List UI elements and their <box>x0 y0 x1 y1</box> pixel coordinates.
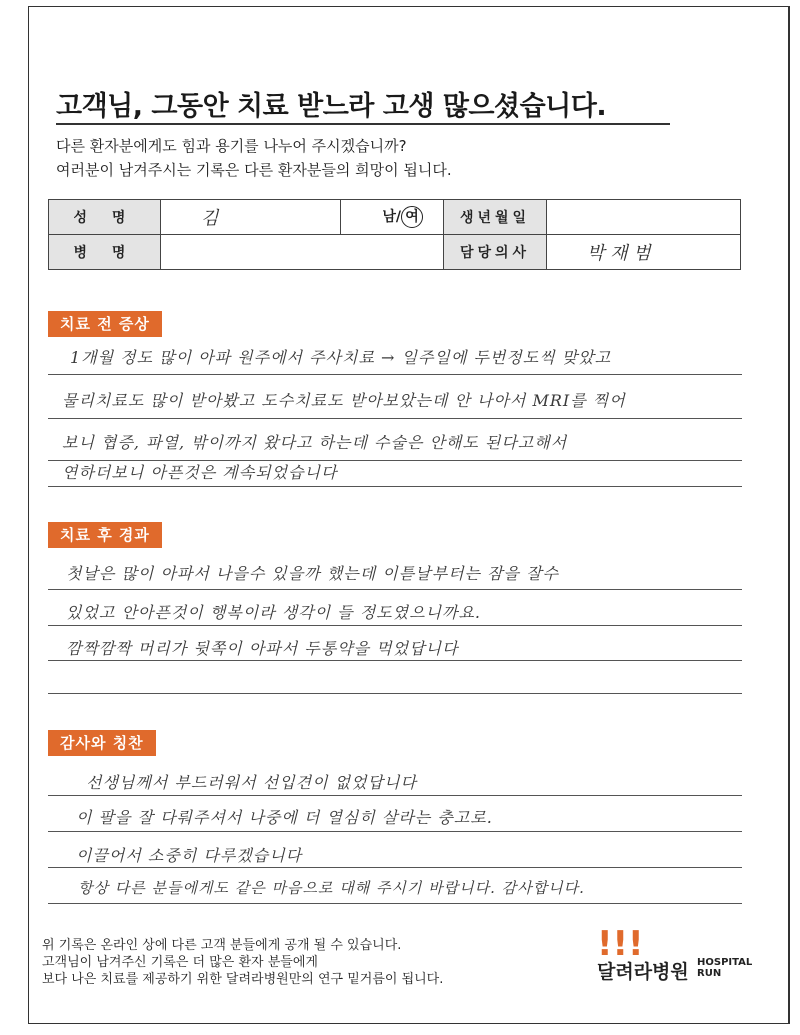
handwritten-line: 이끌어서 소중히 다루겠습니다 <box>76 846 303 865</box>
logo-en-line2: RUN <box>697 968 722 979</box>
gender-field[interactable] <box>341 200 444 235</box>
section-heading-before: 치료 전 증상 <box>48 311 162 337</box>
handwritten-line: 보니 협증, 파열, 밖이까지 왔다고 하는데 수술은 안해도 된다고해서 <box>62 433 568 452</box>
disease-label: 병 명 <box>49 235 161 270</box>
ruled-line <box>48 660 742 661</box>
ruled-line <box>48 903 742 904</box>
handwritten-line: 이 팔을 잘 다뤄주셔서 나중에 더 열심히 살라는 충고로. <box>76 808 493 827</box>
hospital-logo <box>595 924 755 987</box>
ruled-line <box>48 625 742 626</box>
footer-note: 위 기록은 온라인 상에 다른 고객 분들에게 공개 될 수 있습니다. <box>42 938 402 953</box>
ruled-line <box>48 795 742 796</box>
logo-en-line1: HOSPITAL <box>697 957 753 968</box>
ruled-line <box>48 374 742 375</box>
intro-line: 다른 환자분에게도 힘과 용기를 나누어 주시겠습니까? <box>56 137 407 155</box>
gender-female-circled: 여 <box>401 206 423 228</box>
ruled-line <box>48 486 742 487</box>
handwritten-line: 물리치료도 많이 받아봤고 도수치료도 받아보았는데 안 나아서 MRI를 찍어 <box>62 391 626 410</box>
gender-separator: / <box>395 209 401 225</box>
handwritten-line: 연하더보니 아픈것은 계속되었습니다 <box>62 463 338 482</box>
intro-line: 여러분이 남겨주시는 기록은 다른 환자분들의 희망이 됩니다. <box>56 161 452 179</box>
logo-name: 달려라병원 <box>597 961 689 983</box>
section-heading-after: 치료 후 경과 <box>48 522 162 548</box>
ruled-line <box>48 867 742 868</box>
section-heading-thanks: 감사와 칭찬 <box>48 730 156 756</box>
gender-selector <box>382 206 423 228</box>
title-underline <box>56 123 670 125</box>
ruled-line <box>48 589 742 590</box>
name-field[interactable] <box>161 200 341 235</box>
footer-note: 고객님이 남겨주신 기록은 더 많은 환자 분들에게 <box>42 955 318 970</box>
doctor-label: 담당의사 <box>444 235 547 270</box>
birth-field[interactable] <box>547 200 741 235</box>
handwritten-line: 선생님께서 부드러워서 선입견이 없었답니다 <box>86 773 417 792</box>
footer-note: 보다 나은 치료를 제공하기 위한 달려라병원만의 연구 밑거름이 됩니다. <box>42 972 444 987</box>
gender-male: 남 <box>382 209 396 225</box>
name-label: 성 명 <box>49 200 161 235</box>
logo-english <box>697 957 752 979</box>
handwritten-line: 첫날은 많이 아파서 나을수 있을까 했는데 이튿날부터는 잠을 잘수 <box>66 564 560 583</box>
name-value: 김 <box>201 208 219 229</box>
birth-label: 생년월일 <box>444 200 547 235</box>
patient-info-table <box>48 199 741 270</box>
doctor-value: 박 재 범 <box>587 243 651 264</box>
handwritten-line: 1개월 정도 많이 아파 원주에서 주사치료 → 일주일에 두번정도씩 맞았고 <box>70 348 612 367</box>
ruled-line <box>48 831 742 832</box>
document-frame-right <box>788 6 790 1024</box>
handwritten-line: 항상 다른 분들에게도 같은 마음으로 대해 주시기 바랍니다. 감사합니다. <box>78 879 585 897</box>
handwritten-line: 깜짝깜짝 머리가 뒷쪽이 아파서 두통약을 먹었답니다 <box>66 639 459 658</box>
page-title: 고객님, 그동안 치료 받느라 고생 많으셨습니다. <box>56 91 607 122</box>
doctor-field[interactable] <box>547 235 741 270</box>
handwritten-line: 있었고 안아픈것이 행복이라 생각이 들 정도였으니까요. <box>66 603 482 622</box>
ruled-line <box>48 693 742 694</box>
logo-exclamation-marks: !!! <box>597 924 644 964</box>
disease-field[interactable] <box>161 235 444 270</box>
ruled-line <box>48 418 742 419</box>
